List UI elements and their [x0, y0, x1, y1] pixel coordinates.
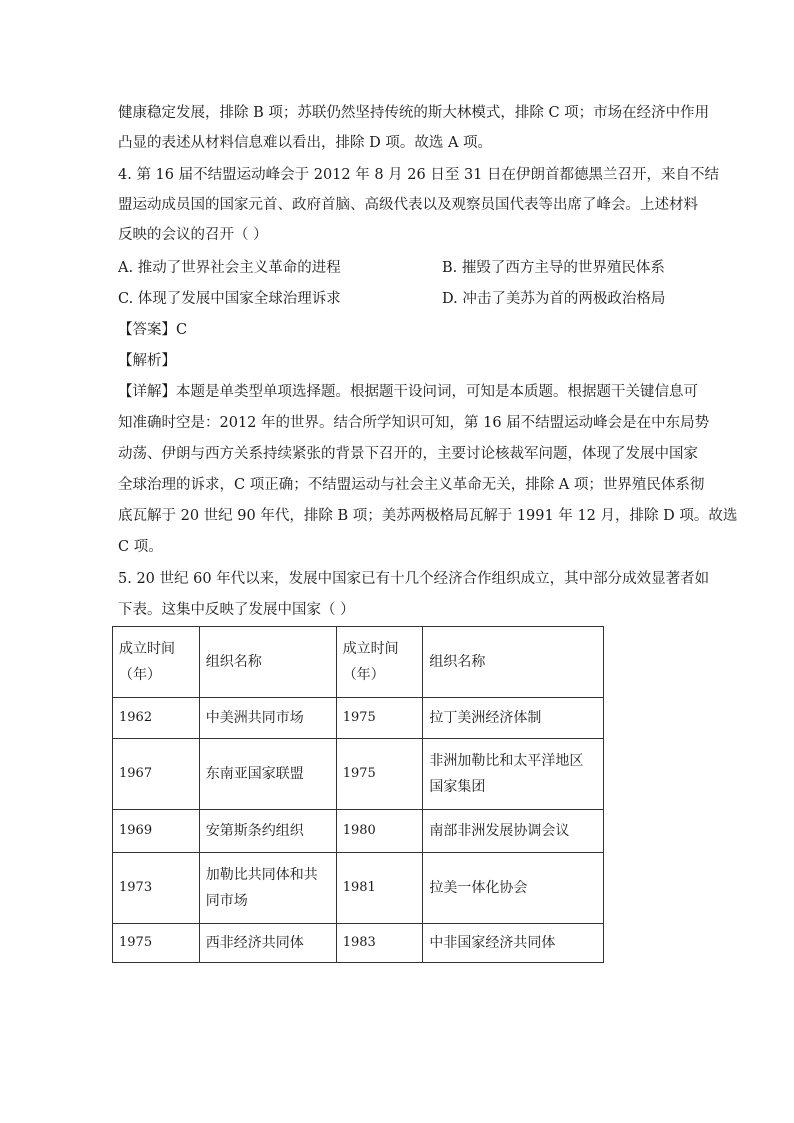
table-cell: 拉美一体化协会 [423, 853, 604, 924]
table-row [113, 853, 604, 924]
question-5-stem-line-1: 5. 20 世纪 60 年代以来，发展中国家已有十几个经济合作组织成立，其中部分成效显著者如 [118, 571, 710, 587]
question-4-analysis-line-4: 全球治理的诉求，C 项正确；不结盟运动与社会主义革命无关，排除 A 项；世界殖民体系彻 [118, 477, 705, 493]
question-4-analysis-line-3: 动荡、伊朗与西方关系持续紧张的背景下召开的，主要讨论核裁军问题，体现了发展中国家 [118, 446, 698, 462]
table-header-cell: 成立时间（年） [113, 627, 200, 698]
table-cell: 东南亚国家联盟 [199, 739, 336, 810]
table-cell: 1967 [113, 739, 200, 810]
table-cell: 中非国家经济共同体 [423, 924, 604, 963]
question-4-analysis-line-1: 【详解】本题是单类型单项选择题。根据题干设问词，可知是本质题。根据题干关键信息可 [118, 384, 698, 400]
question-4-analysis-line-6: C 项。 [118, 539, 163, 555]
question-4-option-d: D. 冲击了美苏为首的两极政治格局 [442, 291, 666, 307]
organizations-table [112, 626, 604, 963]
table-row [113, 810, 604, 853]
table-header-cell: 组织名称 [423, 627, 604, 698]
table-cell: 1969 [113, 810, 200, 853]
question-4-option-a: A. 推动了世界社会主义革命的进程 [118, 260, 341, 276]
table-row [113, 924, 604, 963]
question-4-stem-line-2: 盟运动成员国的国家元首、政府首脑、高级代表以及观察员国代表等出席了峰会。上述材料 [118, 197, 698, 213]
table-cell: 1975 [336, 698, 423, 739]
question-4-stem-line-1: 4. 第 16 届不结盟运动峰会于 2012 年 8 月 26 日至 31 日在伊朗首都德黑兰召开，来自不结 [118, 167, 720, 183]
table-cell: 南部非洲发展协调会议 [423, 810, 604, 853]
table-row [113, 698, 604, 739]
table-cell: 1983 [336, 924, 423, 963]
table-cell: 1975 [113, 924, 200, 963]
table-cell: 拉丁美洲经济体制 [423, 698, 604, 739]
table-cell: 安第斯条约组织 [199, 810, 336, 853]
question-4-analysis-line-5: 底瓦解于 20 世纪 90 年代，排除 B 项；美苏两极格局瓦解于 1991 年 12 月，排除 D 项。故选 [118, 508, 738, 524]
table-cell: 1980 [336, 810, 423, 853]
question-5-stem-line-2: 下表。这集中反映了发展中国家（ ） [118, 602, 355, 618]
prev-analysis-line-1: 健康稳定发展，排除 B 项；苏联仍然坚持传统的斯大林模式，排除 C 项；市场在经济中作用 [118, 105, 710, 121]
table-header-cell: 成立时间（年） [336, 627, 423, 698]
prev-analysis-line-2: 凸显的表述从材料信息难以看出，排除 D 项。故选 A 项。 [118, 135, 493, 151]
table-cell: 加勒比共同体和共同市场 [199, 853, 336, 924]
table-cell: 1981 [336, 853, 423, 924]
table-cell: 1962 [113, 698, 200, 739]
table-cell: 中美洲共同市场 [199, 698, 336, 739]
question-4-analysis-line-2: 知准确时空是：2012 年的世界。结合所学知识可知，第 16 届不结盟运动峰会是在中东局势 [118, 415, 710, 431]
question-4-answer: 【答案】C [118, 322, 188, 338]
table-header-row [113, 627, 604, 698]
table-header-cell: 组织名称 [199, 627, 336, 698]
table-cell: 非洲加勒比和太平洋地区国家集团 [423, 739, 604, 810]
table-cell: 1973 [113, 853, 200, 924]
table-cell: 西非经济共同体 [199, 924, 336, 963]
question-4-option-b: B. 摧毁了西方主导的世界殖民体系 [442, 260, 665, 276]
table-cell: 1975 [336, 739, 423, 810]
question-4-stem-line-3: 反映的会议的召开（ ） [118, 227, 268, 243]
question-4-analysis-heading: 【解析】 [118, 353, 176, 369]
question-4-option-c: C. 体现了发展中国家全球治理诉求 [118, 291, 341, 307]
table-row [113, 739, 604, 810]
